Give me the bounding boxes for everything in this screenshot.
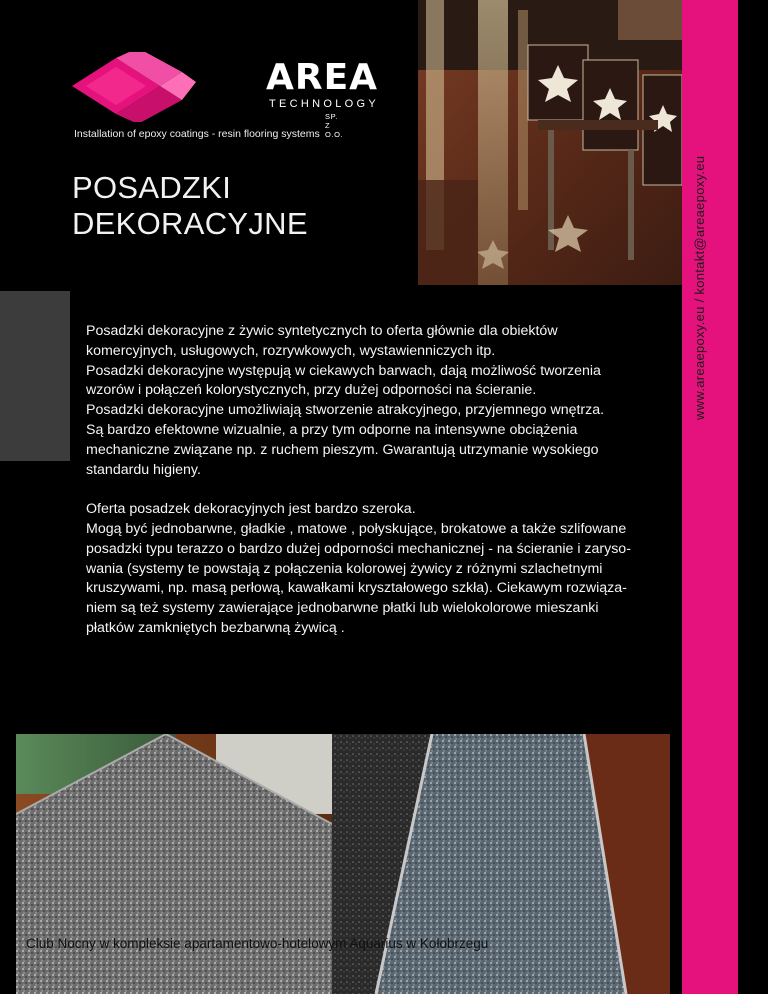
paragraph-line: Oferta posadzek dekoracyjnych jest bardzo szeroka. bbox=[86, 501, 416, 518]
paragraph-line: standardu higieny. bbox=[86, 461, 201, 478]
restaurant-photo bbox=[418, 0, 682, 285]
brand-legal: SP. Z O.O. bbox=[325, 112, 344, 139]
paragraph-line: wzorów i połączeń kolorystycznych, przy dużej odporności na ścieranie. bbox=[86, 382, 537, 399]
paragraph-line: Posadzki dekoracyjne z żywic syntetycznych to oferta głównie dla obiektów bbox=[86, 323, 558, 339]
paragraph-line: Posadzki dekoracyjne występują w ciekawych barwach, dają możliwość tworzenia bbox=[86, 362, 601, 379]
floor-photos bbox=[16, 734, 670, 994]
brand-subname: TECHNOLOGY bbox=[269, 98, 380, 110]
contact-info[interactable]: www.areaepoxy.eu / kontakt@areaepoxy.eu bbox=[692, 155, 707, 420]
paragraph-line: mechaniczne związane np. z ruchem pieszym. Gwarantują utrzymanie wysokiego bbox=[86, 441, 599, 458]
photo-caption: Club Nocny w kompleksie apartamentowo-hotelowym Aquarius w Kołobrzegu bbox=[26, 936, 489, 951]
page-title bbox=[72, 170, 308, 242]
paragraph-2 bbox=[86, 500, 664, 639]
body-text bbox=[86, 322, 664, 659]
paragraph-line: Posadzki dekoracyjne umożliwiają stworzenie atrakcyjnego, przyjemnego wnętrza. bbox=[86, 402, 605, 419]
paragraph-line: Mogą być jednobarwne, gładkie , matowe , połyskujące, brokatowe a także szlifowane bbox=[86, 520, 627, 537]
brand-name: AREA bbox=[266, 57, 379, 98]
paragraph-line: wania (systemy te powstają z połączenia kolorowej żywicy z różnymi szlachetnymi bbox=[86, 560, 603, 577]
paragraph-line: posadzki typu terazzo o bardzo dużej odporności mechanicznej - na ścieranie i zaryso- bbox=[86, 540, 631, 557]
paragraph-line: niem są też systemy zawierające jednobarwne płatki lub wielokolorowe mieszanki bbox=[86, 600, 599, 617]
paragraph-line: płatków zamkniętych bezbarwną żywicą . bbox=[86, 619, 345, 636]
tagline: Installation of epoxy coatings - resin flooring systems bbox=[74, 128, 320, 140]
right-margin bbox=[738, 0, 768, 994]
paragraph-line: kruszywami, np. masą perłową, kawałkami kryształowego szkła). Ciekawym rozwiąza- bbox=[86, 580, 627, 597]
logo-diamonds-icon bbox=[70, 52, 270, 122]
grey-accent-block bbox=[0, 291, 70, 461]
title-line-2: DEKORACYJNE bbox=[72, 206, 308, 241]
paragraph-1 bbox=[86, 322, 664, 480]
paragraph-line: Są bardzo efektowne wizualnie, a przy tym odporne na intensywne obciążenia bbox=[86, 421, 578, 438]
paragraph-line: komercyjnych, usługowych, rozrywkowych, wystawienniczych itp. bbox=[86, 342, 496, 359]
title-line-1: POSADZKI bbox=[72, 170, 232, 205]
accent-band bbox=[682, 0, 738, 994]
